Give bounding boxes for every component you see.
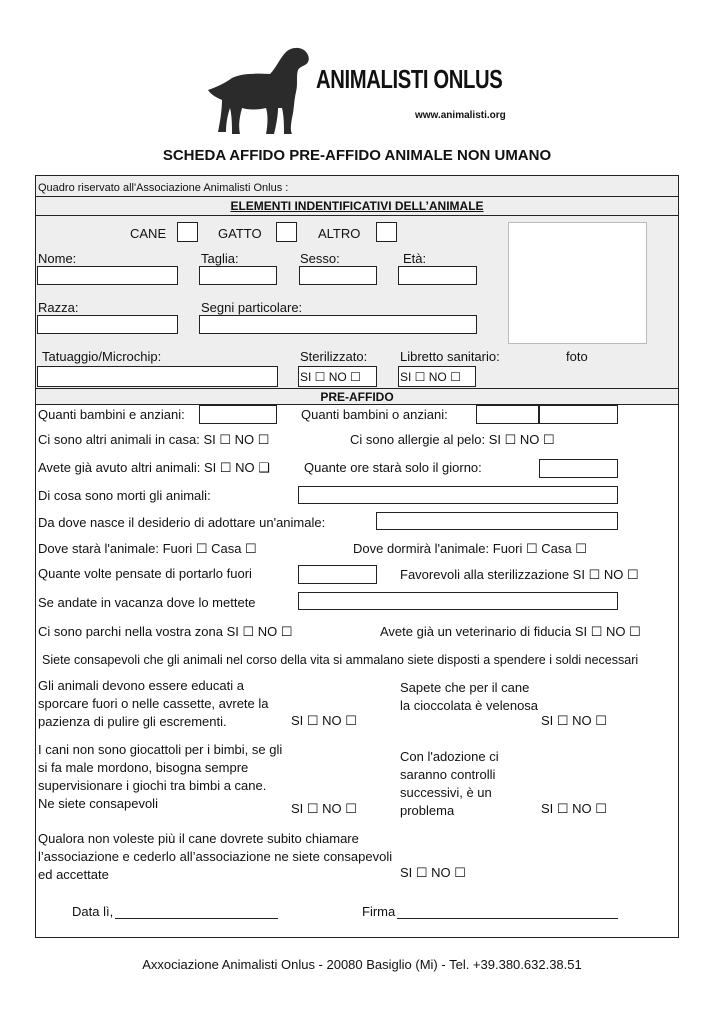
footer-text: Axxociazione Animalisti Onlus - 20080 Basiglio (Mi) - Tel. +39.380.632.38.51 bbox=[142, 957, 582, 972]
eta-field[interactable] bbox=[398, 266, 477, 285]
bambini-2b-field[interactable] bbox=[539, 405, 618, 424]
vacanza-field[interactable] bbox=[298, 592, 618, 610]
libretto-si-no[interactable]: SI ☐ NO ☐ bbox=[400, 370, 461, 384]
preaffido-title: PRE-AFFIDO bbox=[320, 390, 394, 404]
firma-line[interactable] bbox=[397, 918, 618, 919]
q-ore: Quante ore starà solo il giorno: bbox=[304, 460, 482, 475]
sterilizzato-label: Sterilizzato: bbox=[300, 349, 368, 364]
q-morti: Di cosa sono morti gli animali: bbox=[38, 488, 211, 503]
foto-label: foto bbox=[566, 349, 588, 364]
tatuaggio-field[interactable] bbox=[37, 366, 278, 387]
q-giocattoli: I cani non sono giocattoli per i bimbi, se gli si fa male mordono, bisogna sempre supervisionare i giochi tra bimbi a cane. Ne siete consapevoli bbox=[38, 742, 283, 811]
bambini-2a-field[interactable] bbox=[476, 405, 539, 424]
segni-label: Segni particolare: bbox=[201, 300, 303, 315]
desiderio-field[interactable] bbox=[376, 512, 618, 530]
giocattoli-si-no[interactable]: SI ☐ NO ☐ bbox=[291, 801, 357, 816]
taglia-label: Taglia: bbox=[201, 251, 239, 266]
q-stara[interactable]: Dove starà l'animale: Fuori ☐ Casa ☐ bbox=[38, 541, 257, 556]
gatto-label: GATTO bbox=[218, 226, 262, 241]
eta-label: Età: bbox=[403, 251, 427, 266]
taglia-field[interactable] bbox=[199, 266, 277, 285]
cane-checkbox[interactable] bbox=[177, 222, 198, 242]
cedere-si-no[interactable]: SI ☐ NO ☐ bbox=[400, 865, 466, 880]
q-bambini-2: Quanti bambini o anziani: bbox=[301, 407, 448, 422]
q-controlli: Con l'adozione ci saranno controlli successivi, è un problema bbox=[400, 749, 499, 818]
nome-field[interactable] bbox=[37, 266, 178, 285]
sesso-label: Sesso: bbox=[300, 251, 340, 266]
q-bambini-1: Quanti bambini e anziani: bbox=[38, 407, 185, 422]
org-name: ANIMALISTI ONLUS bbox=[316, 64, 503, 94]
q-cioccolata: Sapete che per il cane la cioccolata è velenosa bbox=[400, 680, 539, 713]
dog-logo-icon bbox=[204, 44, 314, 136]
nome-label: Nome: bbox=[38, 251, 77, 266]
tatuaggio-label: Tatuaggio/Microchip: bbox=[42, 349, 162, 364]
sesso-field[interactable] bbox=[299, 266, 377, 285]
q-educati: Gli animali devono essere educati a sporcare fuori o nelle cassette, avrete la pazienza di pulire gli escrementi. bbox=[38, 678, 269, 729]
q-veterinario[interactable]: Avete già un veterinario di fiducia SI ☐ NO ☐ bbox=[380, 624, 641, 639]
razza-field[interactable] bbox=[37, 315, 178, 334]
q-allergie[interactable]: Ci sono allergie al pelo: SI ☐ NO ☐ bbox=[350, 432, 555, 447]
gatto-checkbox[interactable] bbox=[276, 222, 297, 242]
q-consapevoli: Siete consapevoli che gli animali nel corso della vita si ammalano siete disposti a spendere i soldi necessari bbox=[42, 653, 639, 667]
page-title: SCHEDA AFFIDO PRE-AFFIDO ANIMALE NON UMANO bbox=[162, 147, 552, 164]
controlli-si-no[interactable]: SI ☐ NO ☐ bbox=[541, 801, 607, 816]
portarlo-field[interactable] bbox=[298, 565, 377, 584]
reserved-label: Quadro riservato all'Associazione Animalisti Onlus : bbox=[38, 182, 289, 194]
q-cedere: Qualora non voleste più il cane dovrete subito chiamare l’associazione e cederlo all’associazione ne siete consapevoli ed accettate bbox=[38, 831, 393, 882]
firma-label: Firma bbox=[362, 904, 396, 919]
libretto-label: Libretto sanitario: bbox=[400, 349, 500, 364]
data-line[interactable] bbox=[115, 918, 278, 919]
ore-field[interactable] bbox=[539, 459, 618, 478]
photo-box[interactable] bbox=[508, 222, 647, 344]
q-vacanza: Se andate in vacanza dove lo mettete bbox=[38, 595, 256, 610]
educati-si-no[interactable]: SI ☐ NO ☐ bbox=[291, 713, 357, 728]
bambini-1-field[interactable] bbox=[199, 405, 277, 424]
section-title-identificativi: ELEMENTI INDENTIFICATIVI DELL’ANIMALE bbox=[230, 199, 484, 213]
q-parchi[interactable]: Ci sono parchi nella vostra zona SI ☐ NO ☐ bbox=[38, 624, 293, 639]
website[interactable]: www.animalisti.org bbox=[415, 110, 506, 121]
morti-field[interactable] bbox=[298, 486, 618, 504]
razza-label: Razza: bbox=[38, 300, 79, 315]
cane-label: CANE bbox=[130, 226, 167, 241]
sterilizzato-si-no[interactable]: SI ☐ NO ☐ bbox=[300, 370, 361, 384]
cioccolata-si-no[interactable]: SI ☐ NO ☐ bbox=[541, 713, 607, 728]
q-avuto[interactable]: Avete già avuto altri animali: SI ☐ NO ❑ bbox=[38, 460, 270, 475]
q-desiderio: Da dove nasce il desiderio di adottare un'animale: bbox=[38, 515, 326, 530]
q-sterilizzazione[interactable]: Favorevoli alla sterilizzazione SI ☐ NO ☐ bbox=[400, 567, 639, 582]
data-label: Data lì, bbox=[72, 904, 114, 919]
segni-field[interactable] bbox=[199, 315, 477, 334]
q-dormira[interactable]: Dove dormirà l'animale: Fuori ☐ Casa ☐ bbox=[353, 541, 587, 556]
altro-label: ALTRO bbox=[318, 226, 361, 241]
q-altri-animali[interactable]: Ci sono altri animali in casa: SI ☐ NO ☐ bbox=[38, 432, 270, 447]
altro-checkbox[interactable] bbox=[376, 222, 397, 242]
q-portarlo: Quante volte pensate di portarlo fuori bbox=[38, 566, 252, 581]
